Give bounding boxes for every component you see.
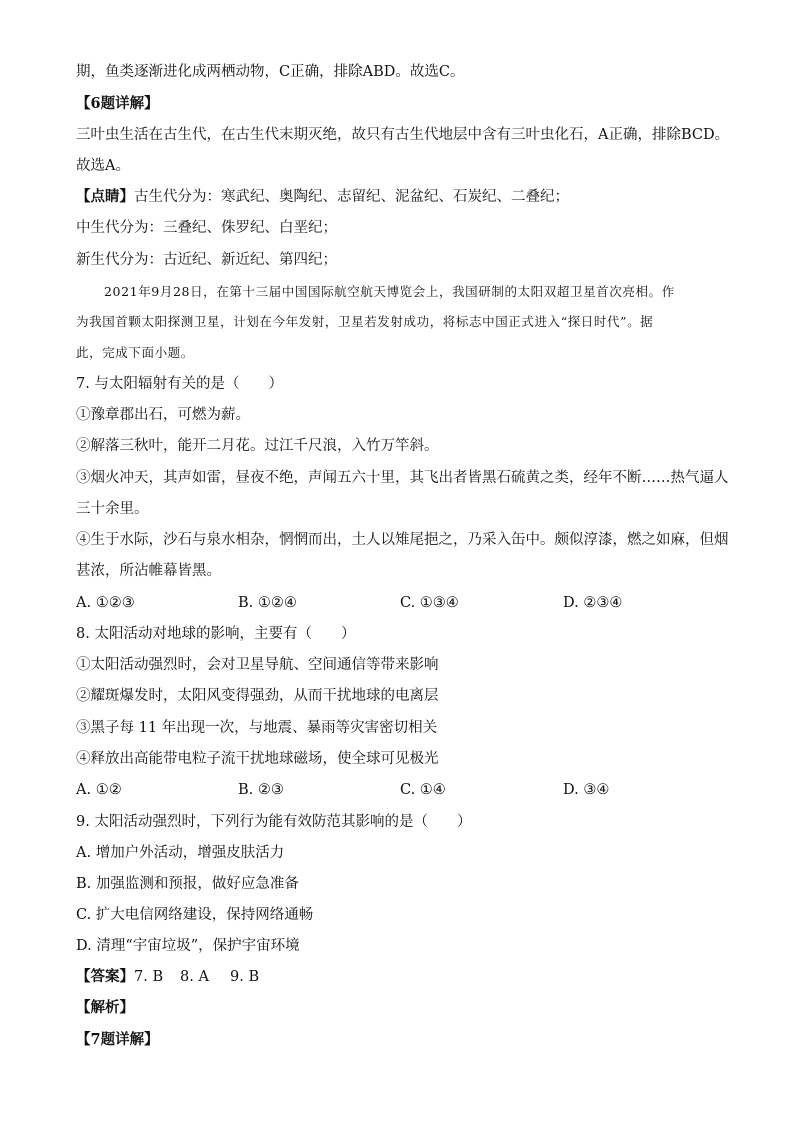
q9-option-c: C. 扩大电信网络建设，保持网络通畅	[76, 907, 314, 923]
question-8-stem: 8. 太阳活动对地球的影响，主要有（ ）	[76, 626, 356, 642]
analysis-heading: 【解析】	[76, 999, 134, 1016]
q7-statement-4: ④生于水际，沙石与泉水相杂，惘惘而出，土人以雉尾挹之，乃采入缶中。颇似淳漆，燃之如麻，但烟	[76, 532, 729, 548]
q7-option-d: D. ②③④	[563, 595, 623, 611]
q9-option-b: B. 加强监测和预报，做好应急准备	[76, 876, 299, 892]
q9-option-d: D. 清理“宇宙垃圾”，保护宇宙环境	[76, 938, 300, 954]
paragraph-line: 故选A。	[76, 158, 130, 174]
paragraph-line: 中生代分为：三叠纪、侏罗纪、白垩纪；	[76, 220, 337, 236]
answer-tag: 【答案】	[76, 968, 134, 985]
q7-option-c: C. ①③④	[400, 595, 459, 611]
intro-line: 为我国首颗太阳探测卫星，计划在今年发射，卫星若发射成功，将标志中国正式进入“探日时代”。据	[76, 314, 654, 329]
q7-statement-3: ③烟火冲天，其声如雷，昼夜不绝，声闻五六十里，其飞出者皆黑石硫黄之类，经年不断……热气逼人	[76, 470, 729, 486]
intro-line: 此，完成下面小题。	[76, 345, 194, 360]
dianjing-line	[76, 187, 726, 207]
q7-statement-2: ②解落三秋叶，能开二月花。过江千尺浪，入竹万竿斜。	[76, 438, 439, 454]
q8-option-a: A. ①②	[76, 782, 122, 798]
q9-option-a: A. 增加户外活动，增强皮肤活力	[76, 845, 285, 861]
q7-statement-4-cont: 甚浓，所沾帷幕皆黑。	[76, 563, 221, 579]
q8-option-b: B. ②③	[238, 782, 284, 798]
q8-statement-4: ④释放出高能带电粒子流干扰地球磁场，使全球可见极光	[76, 751, 439, 767]
dianjing-tag: 【点睛】	[76, 188, 134, 205]
answer-q7: 7. B	[134, 969, 164, 985]
section-heading-q7: 【7题详解】	[76, 1031, 159, 1048]
section-heading-q6: 【6题详解】	[76, 95, 159, 112]
intro-line: 2021年9月28日，在第十三届中国国际航空航天博览会上，我国研制的太阳双超卫星首次亮相。作	[104, 284, 675, 299]
q8-option-c: C. ①④	[400, 782, 446, 798]
q7-option-b: B. ①②④	[238, 595, 297, 611]
q7-option-a: A. ①②③	[76, 595, 135, 611]
q7-statement-1: ①豫章郡出石，可燃为薪。	[76, 407, 250, 423]
paragraph-line: 新生代分为：古近纪、新近纪、第四纪；	[76, 252, 337, 268]
dianjing-text: 古生代分为：寒武纪、奥陶纪、志留纪、泥盆纪、石炭纪、二叠纪；	[134, 189, 569, 205]
question-9-stem: 9. 太阳活动强烈时，下列行为能有效防范其影响的是（ ）	[76, 814, 472, 830]
answer-q9: 9. B	[230, 969, 260, 985]
q7-statement-3-cont: 三十余里。	[76, 501, 149, 517]
question-7-stem: 7. 与太阳辐射有关的是（ ）	[76, 376, 283, 392]
paragraph-line: 三叶虫生活在古生代，在古生代末期灭绝，故只有古生代地层中含有三叶虫化石，A正确，排除BCD。	[76, 127, 730, 143]
answer-q8: 8. A	[180, 969, 209, 985]
q8-statement-3: ③黑子每 11 年出现一次，与地震、暴雨等灾害密切相关	[76, 720, 438, 736]
q8-statement-1: ①太阳活动强烈时，会对卫星导航、空间通信等带来影响	[76, 657, 439, 673]
answer-line	[76, 967, 726, 987]
q8-statement-2: ②耀斑爆发时，太阳风变得强劲，从而干扰地球的电离层	[76, 688, 439, 704]
q8-option-d: D. ③④	[563, 782, 610, 798]
paragraph-line: 期，鱼类逐渐进化成两栖动物，C正确，排除ABD。故选C。	[76, 64, 465, 80]
